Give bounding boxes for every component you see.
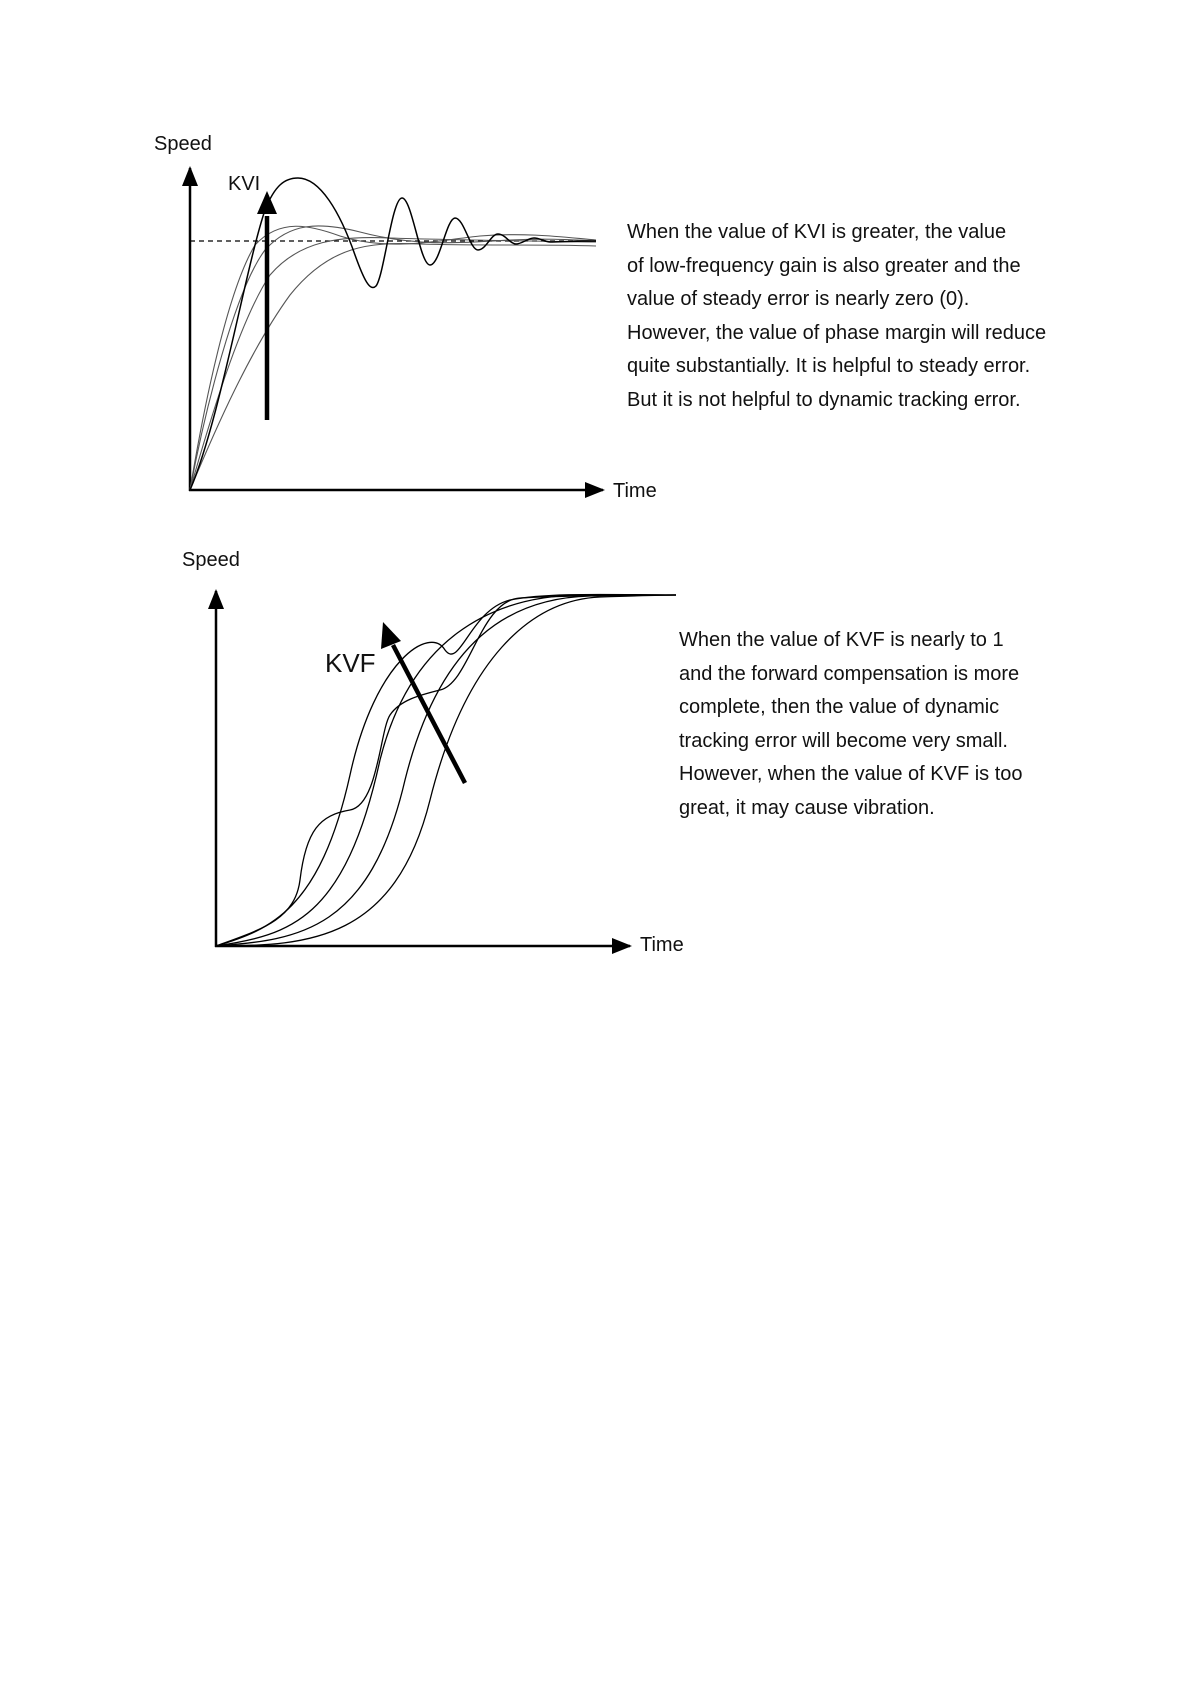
kvi-param-label: KVI xyxy=(228,173,261,195)
kvi-response-curve-1 xyxy=(190,244,596,490)
kvf-description xyxy=(679,624,1023,826)
kvf-description-line: However, when the value of KVF is too xyxy=(679,763,1023,786)
kvi-increase-arrowhead xyxy=(257,191,277,214)
kvf-description-line: complete, then the value of dynamic xyxy=(679,696,1000,719)
kvi-description-line: However, the value of phase margin will reduce xyxy=(627,321,1047,344)
kvf-increase-arrowhead xyxy=(381,622,401,649)
kvf-param-label: KVF xyxy=(325,648,376,678)
kvi-description-line: quite substantially. It is helpful to steady error. xyxy=(627,355,1031,378)
kvf-description-line: and the forward compensation is more xyxy=(679,662,1020,685)
kvi-oscillating-curve xyxy=(190,178,596,490)
kvi-x-axis-label: Time xyxy=(613,480,657,502)
kvf-vibration-curve xyxy=(216,595,676,946)
kvi-diagram xyxy=(189,168,603,491)
kvf-response-curve-2 xyxy=(216,595,676,946)
kvi-description-line: But it is not helpful to dynamic tracking error. xyxy=(627,388,1021,411)
kvi-description xyxy=(627,216,1046,418)
kvf-response-curve-3 xyxy=(216,595,676,946)
kvi-description-line: of low-frequency gain is also greater and the xyxy=(627,254,1021,277)
kvf-response-curve-4 xyxy=(216,594,676,946)
kvf-description-line: tracking error will become very small. xyxy=(679,729,1008,752)
kvf-diagram xyxy=(215,591,676,947)
kvf-x-axis-label: Time xyxy=(640,934,684,956)
kvf-y-axis-label: Speed xyxy=(182,549,240,571)
kvf-response-curve-1 xyxy=(216,595,676,946)
kvi-description-line: When the value of KVI is greater, the value xyxy=(627,221,1007,243)
kvf-description-line: great, it may cause vibration. xyxy=(679,796,935,819)
kvi-y-axis-label: Speed xyxy=(154,133,212,155)
kvi-description-line: value of steady error is nearly zero (0). xyxy=(627,288,970,311)
kvf-description-line: When the value of KVF is nearly to 1 xyxy=(679,629,1004,651)
